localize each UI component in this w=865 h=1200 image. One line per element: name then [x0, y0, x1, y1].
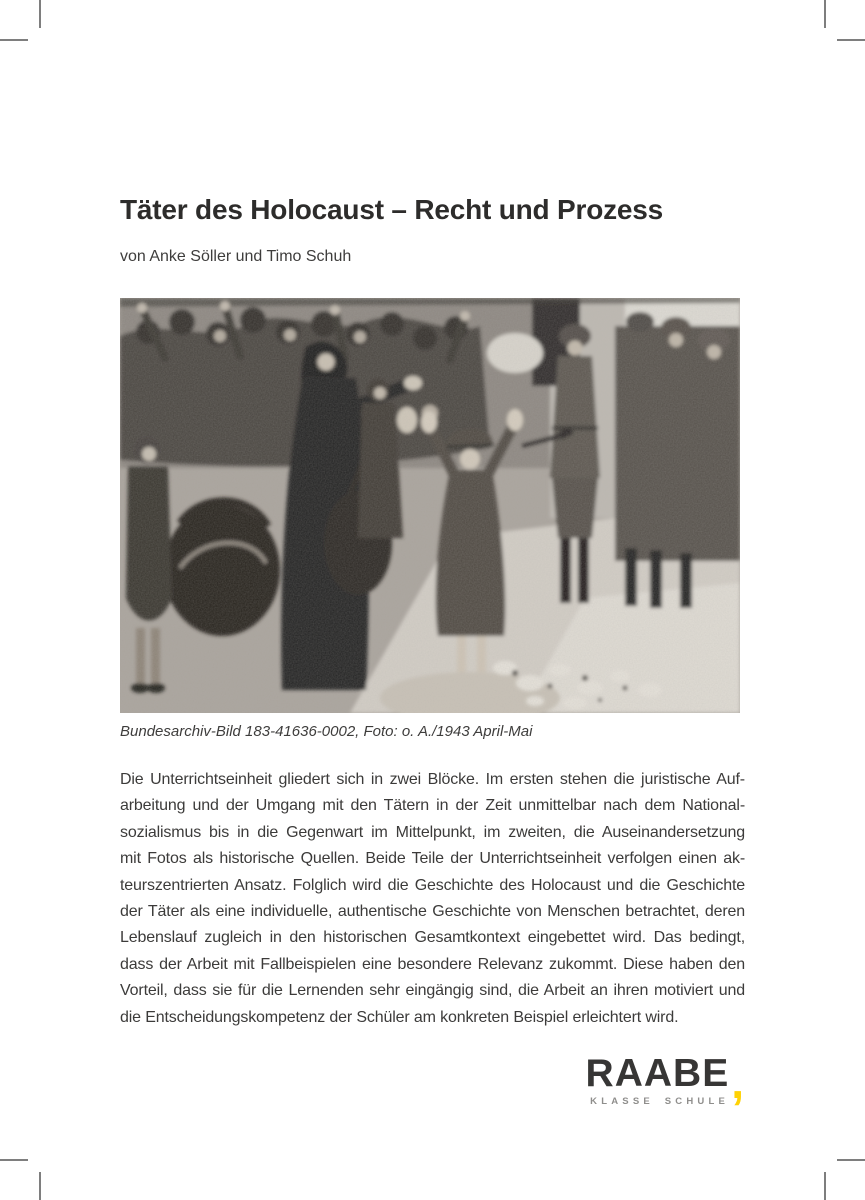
paragraph-line: Vorteil, dass sie für die Lernenden sehr eingängig sind, die Arbeit an ihren motiviert und: [120, 982, 745, 1000]
photo-grain: [120, 298, 740, 713]
historical-photo: [120, 298, 740, 713]
paragraph-line: Die Unterrichtseinheit gliedert sich in zwei Blöcke. Im ersten stehen die juristische Auf-: [120, 771, 745, 788]
paragraph-line: teurszentrierten Ansatz. Folglich wird die Geschichte des Holocaust und die Geschichte: [120, 876, 745, 894]
paragraph-line: Lebenslauf zugleich in den historischen Gesamtkontext eingebettet wird. Das bedingt,: [120, 929, 745, 947]
crop-mark-bottom-right-v: [824, 1172, 826, 1200]
crop-mark-top-right-v: [824, 0, 826, 28]
paragraph-line: dass der Arbeit mit Fallbeispielen eine besondere Relevanz zukommt. Diese haben den: [120, 955, 745, 973]
paragraph-line: mit Fotos als historische Quellen. Beide Teile der Unterrichtseinheit verfolgen einen ak-: [120, 850, 745, 868]
logo-comma-icon: ,: [731, 1056, 744, 1108]
crop-mark-top-right-h: [837, 39, 865, 41]
photo-figure: [120, 298, 740, 741]
raabe-logo: [586, 1053, 744, 1107]
logo-tagline: KLASSE SCHULE: [590, 1096, 729, 1107]
crop-mark-top-left-h: [0, 39, 28, 41]
page-title: Täter des Holocaust – Recht und Prozess: [120, 194, 664, 225]
crop-mark-top-left-v: [39, 0, 41, 28]
crop-mark-bottom-left-v: [39, 1172, 41, 1200]
intro-paragraph: [120, 767, 745, 1031]
paragraph-line: der Täter als eine individuelle, authentische Geschichte von Menschen betrachtet, deren: [120, 903, 745, 921]
paragraph-line: die Entscheidungskompetenz der Schüler am konkreten Beispiel erleichtert wird.: [120, 1008, 679, 1026]
photo-caption: Bundesarchiv-Bild 183-41636-0002, Foto: o. A./1943 April-Mai: [120, 723, 533, 740]
crop-mark-bottom-left-h: [0, 1159, 28, 1161]
byline: von Anke Söller und Timo Schuh: [120, 248, 352, 265]
paragraph-line: arbeitung und der Umgang mit den Tätern in der Zeit unmittelbar nach dem National-: [120, 797, 745, 815]
crop-mark-bottom-right-h: [837, 1159, 865, 1161]
paragraph-line: sozialismus bis in die Gegenwart im Mittelpunkt, im zweiten, die Auseinandersetzung: [120, 823, 745, 841]
logo-wordmark: RAABE: [585, 1052, 730, 1095]
